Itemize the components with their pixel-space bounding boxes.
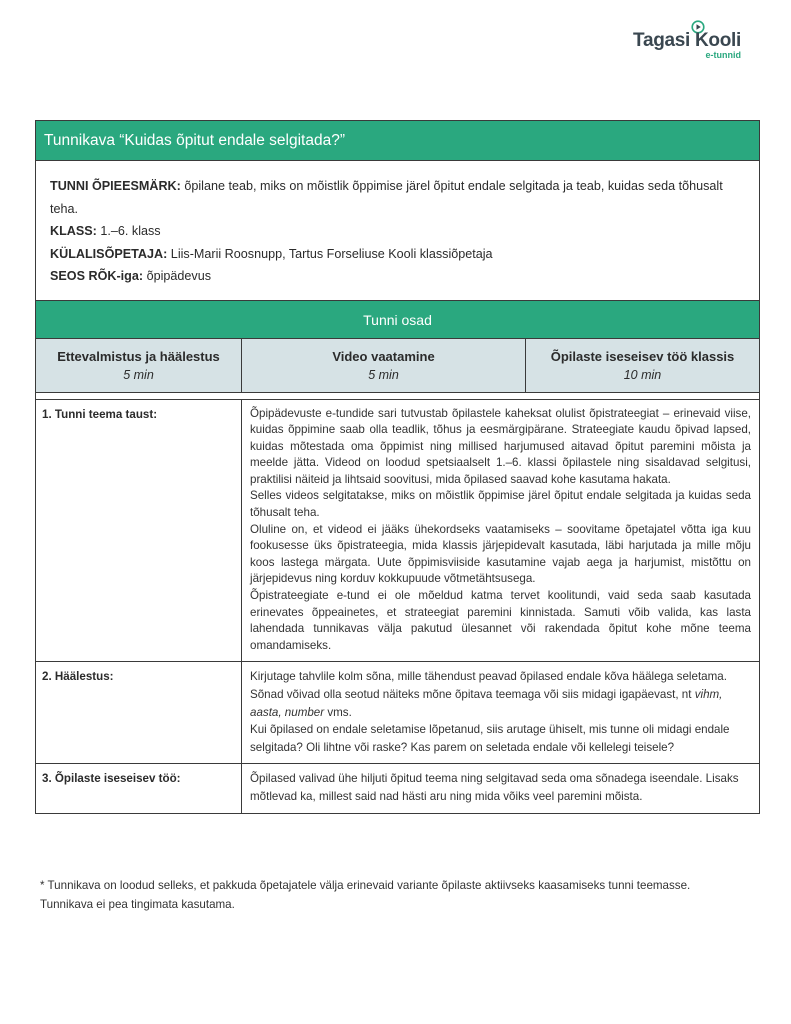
table-row [36,764,759,813]
phase-name: Ettevalmistus ja häälestus [57,348,220,364]
lesson-plan-table [35,120,760,814]
curriculum-line [50,265,745,288]
text-run: vms. [324,705,352,719]
footnote: * Tunnikava on loodud selleks, et pakkuda õpetajatele välja erinevaid variante õpilaste aktiivseks kaasamiseks tunni teemasse. Tunnikava ei pea tingimata kasutama. [40,879,691,911]
teacher-text: Liis-Marii Roosnupp, Tartus Forseliuse Kooli klassiõpetaja [167,246,493,261]
goal-text: õpilane teab, miks on mõistlik õppimise järel õpitut endale selgitada ja teab, kuidas seda tõhusalt teha. [50,179,723,216]
document-title: Tunnikava “Kuidas õpitut endale selgitada?” [36,121,759,161]
phase-header-row [36,339,759,393]
paragraph: Õpipädevuste e-tundide sari tutvustab õpilastele kaheksat olulist õpistrateegiat – erinevaid viise, kuidas õppimine saab olla teadlik, tõhus ja eesmärgipärane. Strateegiate kaudu õpivad lapsed, kuidas mõtestada oma õppimist ning millised harjumused aitavad õpitut paremini mõista ja meelde jätta. Videod on loodud spetsiaalselt 1.–6. klassi õpilastele ning sisaldavad selgitusi, praktilisi näiteid ja lihtsaid soovitusi, mida õpilased saavad kohe kasutama hakata. [250,406,751,486]
row-body [242,662,759,763]
row-body [242,764,759,812]
teacher-label: KÜLALISÕPETAJA: [50,246,168,261]
row-label: 1. Tunni teema taust: [36,400,242,662]
goal-line [50,175,745,220]
paragraph: Oluline on, et videod ei jääks ühekordseks vaatamiseks – soovitame õpetajatel võtta iga kuu fookusesse üks õpistrateegia, mida klassis järjepidevalt kasutada, läbi harjutada ja mille mõju koos lastega märgata. Uute õppimisviiside kasutamine vajab aega ja harjumist, mistõttu on järjepidevus ning korduv kokkupuude võtmetähtsusega. [250,522,751,586]
parts-heading: Tunni osad [36,301,759,339]
paragraph: Õpistrateegiate e-tund ei ole mõeldud katma tervet koolitundi, vaid seda saab kasutada erinevates õppeainetes, et strateegiat paremini kinnistada. Samuti võib valida, kas lasta lahendada tunnikavas välja pakutud ülesannet või rakendada õpitut kohe mõne teema omandamiseks. [250,589,751,652]
row-body [242,400,759,662]
tagasi-kooli-logo [633,30,741,60]
phase-name: Õpilaste iseseisev töö klassis [550,348,735,364]
table-row [36,662,759,764]
logo-subtitle: e-tunnid [705,50,741,60]
class-line [50,220,745,243]
phase-cell [526,339,759,392]
lesson-meta [36,161,759,301]
phase-time: 10 min [623,367,662,382]
row-label: 2. Häälestus: [36,662,242,763]
goal-label: TUNNI ÕPIEESMÄRK: [50,179,181,193]
phase-name: Video vaatamine [332,348,435,364]
spacer-row [36,393,759,400]
paragraph: Kui õpilased on endale seletamise lõpetanud, siis arutage ühiselt, mis tunne oli midagi endale selgitada? Oli lihtne või raske? Kas parem on seletada endale või kellelegi teisele? [250,723,730,754]
phase-cell [242,339,526,392]
teacher-line [50,243,745,266]
curriculum-label: SEOS RÕK-iga: [50,269,144,283]
paragraph [250,668,751,721]
italic-words: vihm, aasta, number [250,688,723,719]
paragraph: Selles videos selgitatakse, miks on mõistlik õppimise järel õpitut endale selgitada ja kuidas seda tõhusalt teha. [250,489,751,520]
class-label: KLASS: [50,224,97,238]
phase-time: 5 min [368,367,399,382]
class-text: 1.–6. klass [96,224,161,238]
text-run: Kirjutage tahvlile kolm sõna, mille tähendust peavad õpilased endale kõva häälega seletama. Sõnad võivad olla seotud näiteks mõne õpitava teemaga või siis midagi igapäevast, nt [250,670,727,701]
logo-name: Tagasi Kooli [633,30,741,51]
phase-cell [36,339,242,392]
table-row [36,400,759,663]
curriculum-text: õpipädevus [143,269,211,283]
phase-time: 5 min [123,367,154,382]
row-label: 3. Õpilaste iseseisev töö: [36,764,242,812]
paragraph: Õpilased valivad ühe hiljuti õpitud teema ning selgitavad seda oma sõnadega iseendale. Lisaks mõtlevad ka, millest said nad hästi aru ning mida võiks veel paremini mõista. [250,772,739,803]
